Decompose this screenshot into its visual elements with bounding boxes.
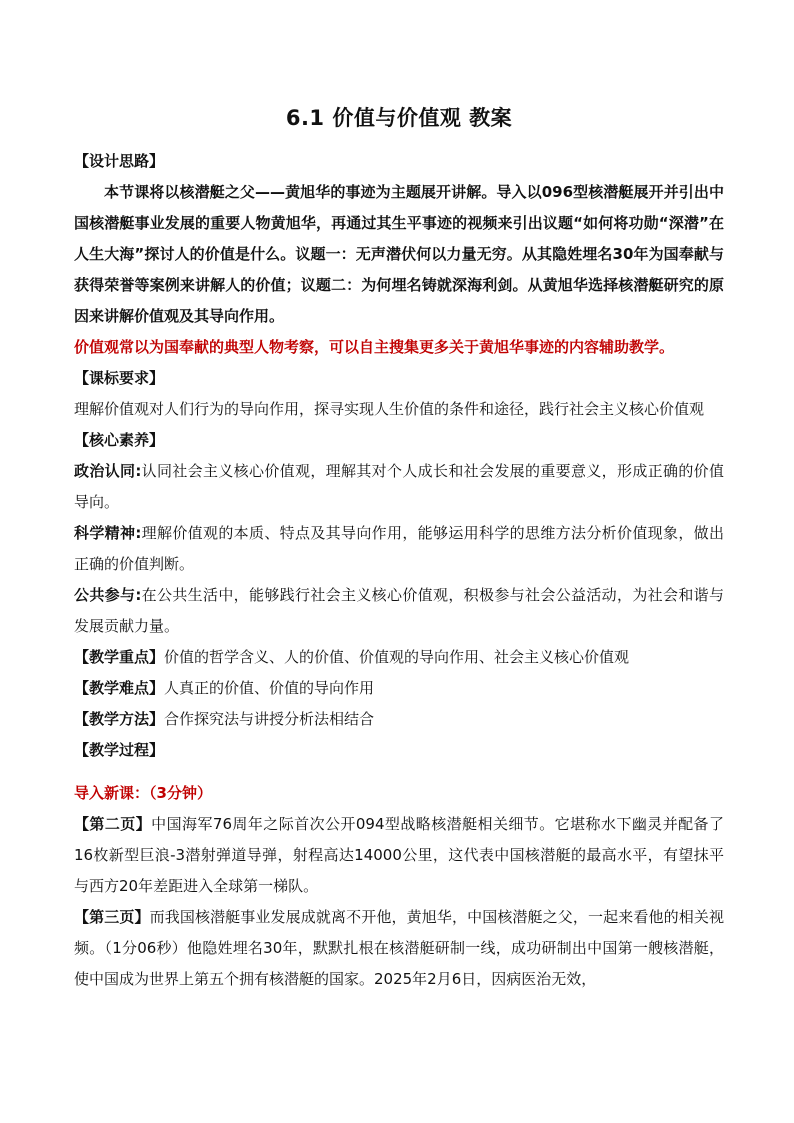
literacy-label: 公共参与: — [74, 586, 142, 604]
intro-heading: 导入新课：（3分钟） — [74, 784, 212, 802]
method-text: 合作探究法与讲授分析法相结合 — [164, 710, 375, 728]
difficulty-text: 人真正的价值、价值的导向作用 — [164, 679, 375, 697]
literacy-label: 科学精神: — [74, 524, 142, 542]
literacy-label: 政治认同: — [74, 462, 142, 480]
teaching-difficulty — [74, 673, 724, 704]
standard-heading: 【课标要求】 — [74, 369, 165, 387]
process-heading: 【教学过程】 — [74, 741, 165, 759]
standard-body: 理解价值观对人们行为的导向作用，探寻实现人生价值的条件和途径，践行社会主义核心价值观 — [74, 400, 705, 418]
document-title: 6.1 价值与价值观 教案 — [285, 106, 513, 130]
literacy-heading: 【核心素养】 — [74, 431, 165, 449]
page-text: 而我国核潜艇事业发展成就离不开他，黄旭华，中国核潜艇之父，一起来看他的相关视频。（1分06秒）他隐姓埋名30年，默默扎根在核潜艇研制一线，成功研制出中国第一艘核潜艇，使中国成为世界上第五个拥有核潜艇的国家。2025年2月6日，因病医治无效， — [74, 908, 724, 988]
page-two-paragraph — [74, 809, 724, 902]
literacy-item-public — [74, 580, 724, 642]
page-text: 中国海军76周年之际首次公开094型战略核潜艇相关细节。它堪称水下幽灵并配备了16枚新型巨浪-3潜射弹道导弹，射程高达14000公里，这代表中国核潜艇的最高水平，有望抹平与西方20年差距进入全球第一梯队。 — [74, 815, 724, 895]
literacy-text: 认同社会主义核心价值观，理解其对个人成长和社会发展的重要意义，形成正确的价值导向。 — [74, 462, 725, 511]
page-label: 【第三页】 — [74, 908, 150, 926]
literacy-item-science — [74, 518, 724, 580]
design-heading: 【设计思路】 — [74, 152, 165, 170]
page-label: 【第二页】 — [74, 815, 152, 833]
literacy-text: 在公共生活中，能够践行社会主义核心价值观，积极参与社会公益活动，为社会和谐与发展贡献力量。 — [74, 586, 725, 635]
teaching-focus — [74, 642, 724, 673]
teaching-method — [74, 704, 724, 735]
literacy-text: 理解价值观的本质、特点及其导向作用，能够运用科学的思维方法分析价值现象，做出正确的价值判断。 — [74, 524, 725, 573]
document-page — [74, 100, 724, 995]
literacy-item-political — [74, 456, 724, 518]
focus-label: 【教学重点】 — [74, 648, 165, 666]
method-label: 【教学方法】 — [74, 710, 165, 728]
difficulty-label: 【教学难点】 — [74, 679, 165, 697]
design-body: 本节课将以核潜艇之父——黄旭华的事迹为主题展开讲解。导入以096型核潜艇展开并引出中国核潜艇事业发展的重要人物黄旭华，再通过其生平事迹的视频来引出议题“如何将功勋“深潜”在人生大海”探讨人的价值是什么。议题一：无声潜伏何以力量无穷。从其隐姓埋名30年为国奉献与获得荣誉等案例来讲解人的价值；议题二：为何埋名铸就深海利剑。从黄旭华选择核潜艇研究的原因来讲解价值观及其导向作用。 — [74, 183, 724, 325]
focus-text: 价值的哲学含义、人的价值、价值观的导向作用、社会主义核心价值观 — [164, 648, 630, 666]
design-note: 价值观常以为国奉献的典型人物考察，可以自主搜集更多关于黄旭华事迹的内容辅助教学。 — [74, 338, 675, 356]
page-three-paragraph — [74, 902, 724, 995]
